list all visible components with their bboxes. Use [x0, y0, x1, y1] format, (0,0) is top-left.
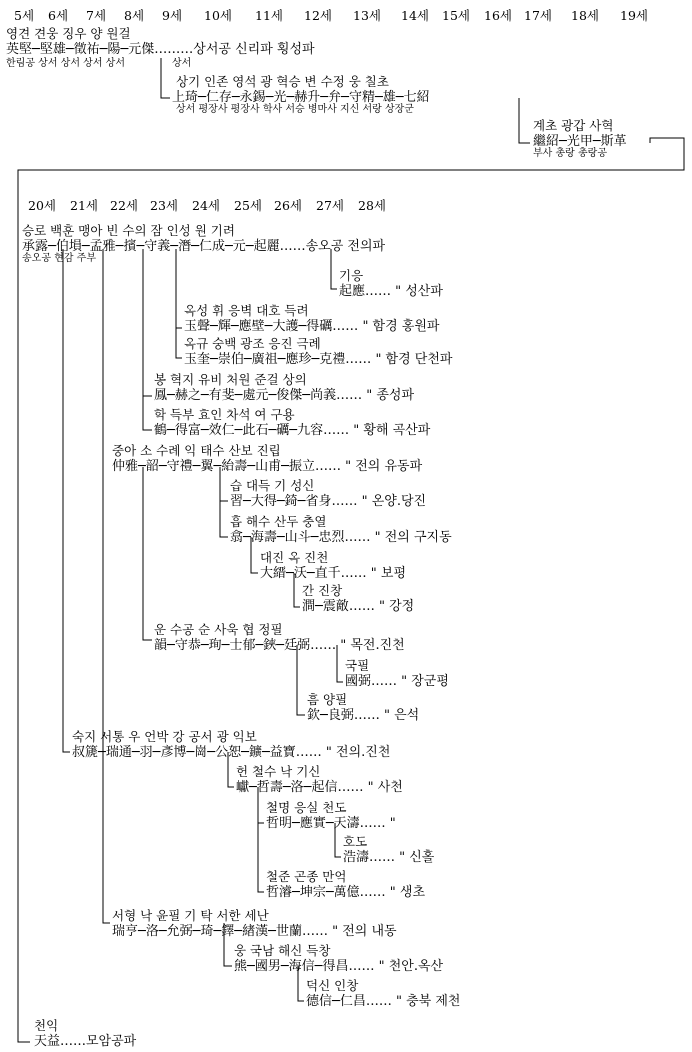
gen-13: 13세: [353, 8, 381, 23]
gen-18: 18세: [571, 8, 599, 23]
row-6-hanja: 仲雅─韶─守禮─翼─紿壽─山甫─振立…… " 전의 유동파: [112, 459, 423, 474]
gen-15: 15세: [442, 8, 470, 23]
row-18-hangul: 철준 곤종 만억: [266, 869, 347, 884]
row-14-hanja: 叔篪─瑞通─羽─彥博─崗─公恕─鑛─益寶…… " 전의.진천: [72, 745, 391, 760]
top-hanja-line-1: 英堅─堅雄─徵祐─陽─元傑………상서공 신리파 횡성파: [6, 42, 315, 57]
row-6-hangul: 중아 소 수례 익 태수 산보 진립: [112, 443, 281, 458]
row-0-hanja: 承露─伯塤─孟雅─擯─守義─潛─仁成─元─起麗……송오공 전의파: [22, 239, 386, 254]
row-5-hangul: 학 득부 효인 차석 여 구용: [154, 407, 295, 422]
gen-16: 16세: [484, 8, 512, 23]
gen-19: 19세: [620, 8, 648, 23]
top-hangul-line-3: 계초 광갑 사혁: [533, 118, 614, 133]
gen-10: 10세: [204, 8, 232, 23]
row-20-hanja: 熊─國男─海信─得昌…… " 천안.옥산: [234, 959, 444, 974]
row-8-hanja: 翕─海壽─山斗─忠烈…… " 전의 구지동: [230, 530, 452, 545]
gen-24: 24세: [192, 198, 220, 213]
row-0-hangul: 승로 백훈 맹아 빈 수의 잠 인성 원 기려: [22, 223, 235, 238]
row-19-hanja: 瑞亨─洛─允弼─琦─鐸─緖漢─世蘭…… " 전의 내동: [112, 924, 397, 939]
row-3-hanja: 玉奎─崇伯─廣祖─應珍─克禮…… " 함경 단천파: [184, 352, 453, 367]
gen-26: 26세: [274, 198, 302, 213]
gen-17: 17세: [524, 8, 552, 23]
top-title-line-2: 상서 평장사 평장사 학사 서승 병마사 지신 서랑 상장군: [176, 104, 414, 115]
top-title-line-1: 한림공 상서 상서 상서 상서: [6, 58, 125, 69]
row-1-hanja: 起應…… " 성산파: [339, 284, 443, 299]
top-hanja-line-2: 上琦─仁存─永錫─光─赫升─弁─守精─雄─七紹: [172, 90, 430, 105]
top-hangul-line-1: 영견 견웅 징우 양 원걸: [6, 26, 131, 41]
top-title-sangseo: 상서: [172, 58, 192, 69]
row-12-hangul: 국필: [345, 658, 370, 673]
row-13-hanja: 欽─良弼…… " 은석: [307, 708, 420, 723]
row-0-title: 송오공 현감 주부: [22, 253, 96, 264]
gen-11: 11세: [255, 8, 283, 23]
gen-14: 14세: [401, 8, 429, 23]
row-2-hangul: 옥성 휘 응벽 대호 득려: [184, 303, 309, 318]
row-18-hanja: 哲濬─坤宗─萬億…… " 생초: [266, 885, 426, 900]
row-22-hangul: 천익: [34, 1018, 59, 1033]
row-16-hanja: 哲明─應實─天濤…… ": [266, 816, 396, 831]
row-5-hanja: 鶴─得富─效仁─此石─礪─九容…… " 황해 곡산파: [154, 423, 431, 438]
gen-20: 20세: [28, 198, 56, 213]
row-17-hangul: 호도: [343, 834, 368, 849]
row-10-hangul: 간 진창: [302, 583, 343, 598]
gen-23: 23세: [150, 198, 178, 213]
row-10-hanja: 澗─震敵…… " 강정: [302, 599, 415, 614]
row-14-hangul: 숙지 서통 우 언박 강 공서 광 익보: [72, 729, 257, 744]
row-22-hanja: 天益……모암공파: [34, 1034, 137, 1049]
gen-27: 27세: [316, 198, 344, 213]
top-title-line-3: 부사 총랑 총랑공: [533, 148, 607, 159]
row-20-hangul: 웅 국남 해신 득창: [234, 943, 331, 958]
row-9-hanja: 大縉─沃─直千…… " 보평: [260, 566, 407, 581]
row-17-hanja: 浩濤…… " 신홀: [343, 850, 435, 865]
row-7-hangul: 습 대득 기 성신: [230, 478, 315, 493]
row-4-hanja: 鳳─赫之─有斐─處元─俊傑─尚義…… " 종성파: [154, 388, 415, 403]
row-9-hangul: 대진 옥 진천: [260, 550, 329, 565]
gen-7: 7세: [86, 8, 107, 23]
row-16-hangul: 철명 응실 천도: [266, 800, 347, 815]
row-12-hanja: 國弼…… " 장군평: [345, 674, 449, 689]
gen-28: 28세: [358, 198, 386, 213]
row-21-hangul: 덕신 인창: [306, 978, 359, 993]
gen-21: 21세: [70, 198, 98, 213]
top-hanja-line-3: 繼紹─光甲─斯革: [533, 134, 627, 149]
gen-8: 8세: [124, 8, 145, 23]
row-7-hanja: 習─大得─錡─省身…… " 온양.당진: [230, 494, 427, 509]
row-15-hanja: 巘─哲壽─洛─起信…… " 사천: [236, 780, 403, 795]
row-4-hangul: 봉 혁지 유비 처원 준걸 상의: [154, 372, 307, 387]
row-21-hanja: 德信─仁昌…… " 충북 제천: [306, 994, 461, 1009]
row-19-hangul: 서형 낙 윤필 기 탁 서한 세난: [112, 908, 269, 923]
gen-6: 6세: [48, 8, 69, 23]
row-2-hanja: 玉聲─輝─應壁─大護─得礪…… " 함경 홍원파: [184, 319, 440, 334]
row-15-hangul: 헌 철수 낙 기신: [236, 764, 321, 779]
gen-25: 25세: [234, 198, 262, 213]
row-11-hanja: 韻─守恭─珣─士郁─鋏─廷弼…… " 목전.진천: [154, 638, 405, 653]
top-hangul-line-2: 상기 인존 영석 광 혁승 변 수정 웅 칠초: [176, 74, 389, 89]
gen-5: 5세: [14, 8, 35, 23]
gen-12: 12세: [304, 8, 332, 23]
gen-9: 9세: [162, 8, 183, 23]
row-8-hangul: 흡 해수 산두 충열: [230, 514, 327, 529]
row-3-hangul: 옥규 숭백 광조 응진 극례: [184, 336, 321, 351]
gen-22: 22세: [110, 198, 138, 213]
row-13-hangul: 흠 양필: [307, 692, 348, 707]
row-11-hangul: 운 수공 순 사욱 협 정필: [154, 622, 283, 637]
row-1-hangul: 기응: [339, 268, 364, 283]
